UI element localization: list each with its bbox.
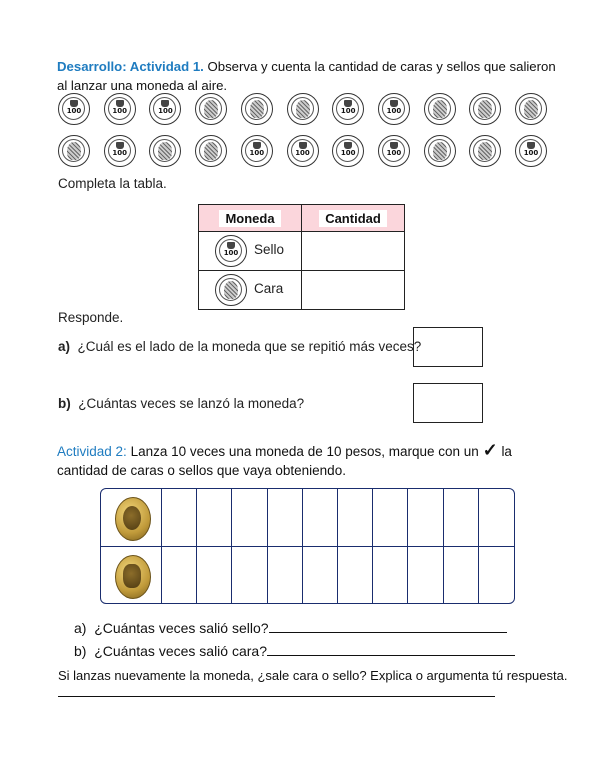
mark-cell[interactable] — [444, 489, 479, 546]
sello-coin-icon: 100 — [149, 93, 181, 125]
sello-coin-icon: 100 — [104, 93, 136, 125]
cara-coin-icon — [149, 135, 181, 167]
mark-cell[interactable] — [197, 489, 232, 546]
check-icon: ✓ — [482, 440, 498, 460]
mark-cell[interactable] — [268, 489, 303, 546]
cara-coin-icon — [241, 93, 273, 125]
question-a: a) ¿Cuál es el lado de la moneda que se repitió más veces? — [58, 339, 422, 354]
mark-cell[interactable] — [444, 547, 479, 604]
sello-coin-icon: 100 — [332, 135, 364, 167]
answer-line-a[interactable] — [269, 632, 507, 633]
cara-coin-icon — [469, 135, 501, 167]
table-row — [199, 232, 405, 271]
cara-coin-cell — [101, 547, 162, 604]
sello-coin-icon: 100 — [332, 93, 364, 125]
cara-coin-icon — [287, 93, 319, 125]
cara-coin-icon — [215, 274, 247, 306]
mark-cell[interactable] — [373, 489, 408, 546]
activity1-number: 1. — [192, 59, 204, 74]
sello-coin-icon: 100 — [215, 235, 247, 267]
mark-cell[interactable] — [338, 547, 373, 604]
table-header: Cantidad — [302, 205, 405, 232]
sello-coin-icon: 100 — [104, 135, 136, 167]
answer-line-b[interactable] — [267, 655, 515, 656]
cara-coin-icon — [424, 135, 456, 167]
responde-label: Responde. — [58, 310, 124, 325]
question2-b: b) ¿Cuántas veces salió cara? — [74, 643, 515, 659]
coin-cell — [199, 271, 302, 310]
question-b: b) ¿Cuántas veces se lanzó la moneda? — [58, 396, 305, 411]
activity1-prefix: Desarrollo: Actividad — [57, 59, 190, 74]
count-input-cell[interactable] — [302, 271, 405, 310]
activity1-text: Observa y cuenta la cantidad de caras y sellos que salieron al lanzar una moneda al aire. — [57, 59, 556, 93]
gold-coin-cara-icon — [115, 555, 151, 599]
mark-cell[interactable] — [232, 547, 267, 604]
sello-coin-icon: 100 — [241, 135, 273, 167]
table-row — [199, 271, 405, 310]
sello-coin-icon: 100 — [287, 135, 319, 167]
sello-coin-icon: 100 — [378, 93, 410, 125]
cara-row — [101, 547, 514, 604]
mark-cell[interactable] — [268, 547, 303, 604]
coin-count-table — [198, 204, 405, 310]
mark-cell[interactable] — [162, 547, 197, 604]
sello-coin-cell — [101, 489, 162, 546]
mark-cell[interactable] — [303, 547, 338, 604]
count-input-cell[interactable] — [302, 232, 405, 271]
answer-box-b[interactable] — [413, 383, 483, 423]
sello-coin-icon: 100 — [515, 135, 547, 167]
question2-a: a) ¿Cuántas veces salió sello? — [74, 620, 507, 636]
mark-cell[interactable] — [338, 489, 373, 546]
cara-coin-icon — [195, 135, 227, 167]
table-header: Moneda — [199, 205, 302, 232]
activity2-label: Actividad 2: — [57, 444, 127, 459]
cara-coin-icon — [195, 93, 227, 125]
gold-coin-sello-icon — [115, 497, 151, 541]
answer-box-a[interactable] — [413, 327, 483, 367]
mark-cell[interactable] — [408, 489, 443, 546]
mark-cell[interactable] — [232, 489, 267, 546]
cara-coin-icon — [515, 93, 547, 125]
coin-cell — [199, 232, 302, 271]
mark-cell[interactable] — [373, 547, 408, 604]
cara-coin-icon — [58, 135, 90, 167]
final-answer-line[interactable] — [58, 696, 495, 697]
mark-cell[interactable] — [408, 547, 443, 604]
mark-cell[interactable] — [162, 489, 197, 546]
toss-record-grid — [100, 488, 515, 604]
cara-coin-icon — [469, 93, 501, 125]
activity2-instruction: Actividad 2: Lanza 10 veces una moneda de 10 pesos, marque con un ✓ la cantidad de caras o sellos que vaya obteniendo. — [57, 440, 512, 478]
cara-label: Cara — [254, 281, 284, 296]
sello-row — [101, 489, 514, 547]
sello-coin-icon: 100 — [378, 135, 410, 167]
mark-cell[interactable] — [303, 489, 338, 546]
mark-cell[interactable] — [479, 547, 514, 604]
complete-label: Completa la tabla. — [58, 176, 167, 191]
sello-label: Sello — [254, 242, 285, 257]
sello-coin-icon: 100 — [58, 93, 90, 125]
final-question: Si lanzas nuevamente la moneda, ¿sale cara o sello? Explica o argumenta tú respuesta. — [58, 668, 568, 683]
activity1-instruction — [57, 57, 557, 95]
mark-cell[interactable] — [197, 547, 232, 604]
cara-coin-icon — [424, 93, 456, 125]
mark-cell[interactable] — [479, 489, 514, 546]
